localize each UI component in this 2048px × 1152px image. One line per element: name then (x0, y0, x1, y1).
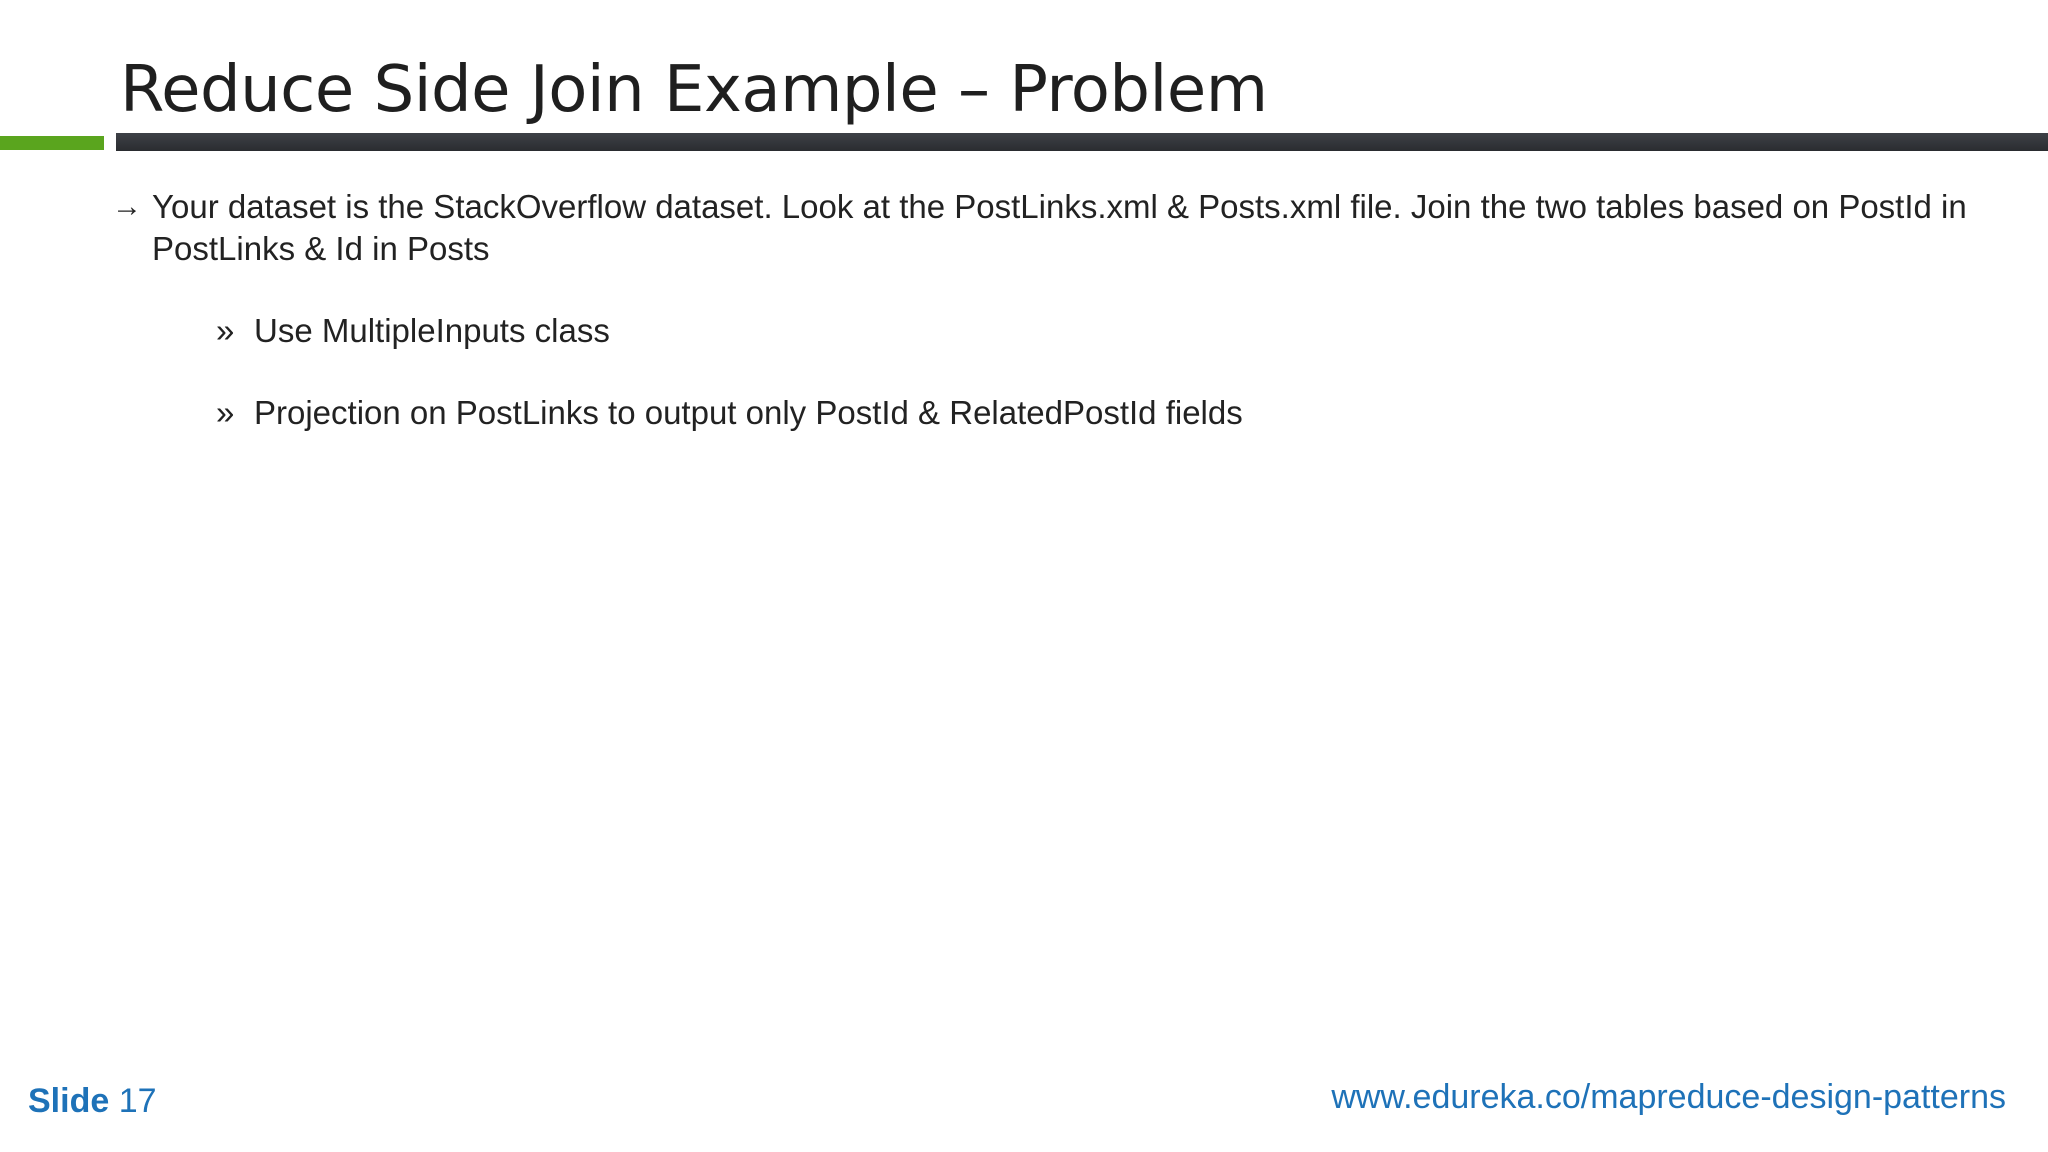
title-underline-bar (116, 133, 2048, 151)
main-bullet (112, 186, 1992, 270)
sub-bullet-text: Use MultipleInputs class (254, 312, 610, 349)
main-bullet-text: Your dataset is the StackOverflow dataset. Look at the PostLinks.xml & Posts.xml file. Join the two tables based on PostId in PostLinks & Id in Posts (152, 188, 1967, 267)
footer-url-link[interactable]: www.edureka.co/mapreduce-design-patterns (1331, 1078, 2006, 1116)
slide-title: Reduce Side Join Example – Problem (120, 53, 1268, 127)
slide-content (112, 186, 1992, 474)
double-chevron-icon: » (216, 394, 235, 431)
sub-bullet-text: Projection on PostLinks to output only PostId & RelatedPostId fields (254, 394, 1243, 431)
slide-label: Slide (28, 1082, 110, 1120)
sub-bullet-item (216, 392, 1992, 434)
sub-bullet-list (112, 310, 1992, 434)
double-chevron-icon: » (216, 312, 235, 349)
sub-bullet-item (216, 310, 1992, 352)
right-arrow-icon: → (112, 190, 142, 223)
slide-number: 17 (118, 1082, 157, 1120)
title-accent-green-bar (0, 136, 104, 150)
slide-number-label (28, 1082, 157, 1121)
